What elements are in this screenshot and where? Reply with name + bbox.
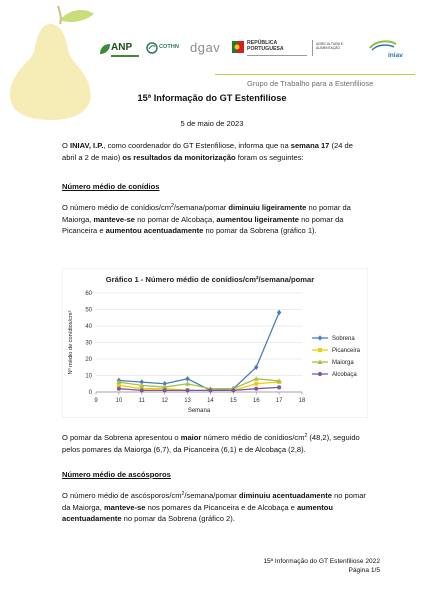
x-tick-label: 17 (275, 398, 283, 404)
legend-label-alcobaca: Alcobaça (332, 372, 357, 379)
page-title: 15ª Informação do GT Estenfiliose (137, 93, 287, 103)
flag-emblem-icon (232, 41, 244, 53)
x-tick-label: 14 (207, 398, 214, 404)
agricultura-logo: AGRICULTURA E ALIMENTAÇÃO (312, 38, 352, 64)
chart-frame (62, 268, 368, 418)
footer-page-number: Página 1/5 (348, 566, 380, 574)
iniav-swoosh-icon (368, 38, 398, 52)
y-axis-label: Nº médio de conídios/cm² (68, 310, 74, 375)
document-date: 5 de maio de 2023 (180, 119, 244, 128)
x-tick-label: 10 (115, 398, 123, 404)
group-title: Grupo de Trabalho para a Estenfiliose (247, 79, 374, 88)
x-tick-label: 15 (229, 398, 237, 404)
cothn-logo: COTHN (146, 38, 182, 64)
data-point-alcobaca (117, 387, 121, 391)
y-tick-label: 40 (85, 324, 92, 331)
data-point-alcobaca (231, 388, 235, 392)
x-tick-label: 18 (298, 398, 306, 404)
partner-logos (98, 38, 416, 66)
legend-marker-alcobaca (318, 372, 322, 376)
conidios-paragraph: O número médio de conídios/$cm^2/semana$/pomar diminuiu ligeiramente no pomar da Maiorga, manteve-se no pomar de Alcobaça, aumentou ligeiramente no pomar da Picanceira e aumentou acentuadamente no pomar da Sobrena (gráfico 1). (62, 203, 351, 236)
republica-portuguesa-logo: REPÚBLICA PORTUGUESA (232, 38, 312, 64)
conidios-line-chart (62, 268, 368, 418)
data-point-alcobaca (277, 385, 281, 389)
legend-label-sobrena: Sobrena (332, 336, 355, 343)
cothn-icon (146, 42, 158, 54)
y-tick-label: 60 (85, 291, 92, 298)
section-heading-conidios: Número médio de conídios (62, 182, 160, 191)
legend-marker-picanceira (318, 348, 322, 352)
x-tick-label: 9 (94, 398, 98, 404)
x-tick-label: 11 (138, 398, 145, 404)
y-tick-label: 20 (85, 357, 92, 364)
anp-leaf-icon (98, 42, 112, 56)
data-point-alcobaca (254, 387, 258, 391)
data-point-alcobaca (163, 388, 167, 392)
y-tick-label: 50 (85, 307, 92, 314)
data-point-alcobaca (208, 388, 212, 392)
x-tick-label: 16 (252, 398, 260, 404)
y-tick-label: 10 (85, 373, 92, 380)
section-heading-ascosporos: Número médio de ascósporos (62, 470, 171, 479)
x-tick-label: 13 (184, 398, 191, 404)
header-divider (215, 74, 415, 75)
data-point-picanceira (254, 382, 258, 386)
conidios-summary-paragraph: O pomar da Sobrena apresentou o maior número médio de conídios/$cm^2$ (48,2), seguido pelos pomares da Maiorga (6,7), da Picanceira (6,1) e de Alcobaça (2,8). (62, 433, 360, 454)
intro-paragraph: O INIAV, I.P., como coordenador do GT Estenfiliose, informa que na semana 17 (24 de abril a 2 de maio) os resultados da monitorização foram os seguintes: (62, 141, 353, 162)
footer-document-name: 15ª Informação do GT Estenfiliose 2022 (263, 558, 380, 565)
data-point-alcobaca (140, 388, 144, 392)
ascosporos-paragraph: O número médio de ascósporos/$cm^2/semana$/pomar diminuiu acentuadamente no pomar da Maiorga, manteve-se nos pomares da Picanceira e de Alcobaça e aumentou acentuadamente no pomar da Sobrena (gráfico 2). (62, 491, 366, 524)
iniav-logo: iniav (354, 38, 416, 64)
y-tick-label: 0 (88, 390, 92, 397)
dgav-logo: dgav (190, 40, 221, 55)
x-tick-label: 12 (161, 398, 169, 404)
x-axis-label: Semana (187, 408, 211, 414)
chart-title: Gráfico 1 - Número médio de conídios/cm²/semana/pomar (105, 275, 315, 284)
data-point-alcobaca (185, 388, 189, 392)
legend-label-picanceira: Picanceira (332, 348, 361, 355)
anp-logo: ANP (98, 38, 140, 64)
page-footer (263, 558, 380, 575)
legend-label-maiorga: Maiorga (332, 360, 354, 367)
y-tick-label: 30 (85, 340, 92, 347)
